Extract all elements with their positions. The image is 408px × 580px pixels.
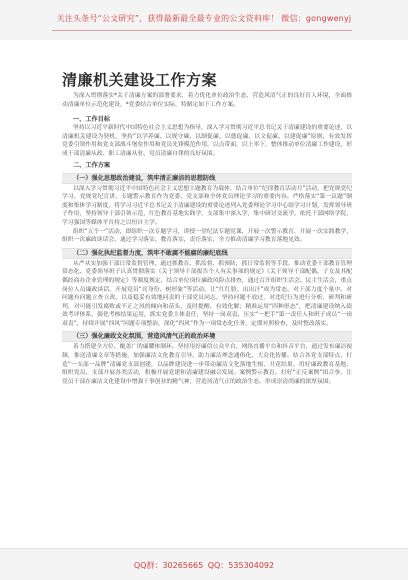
banner-divider [52, 30, 352, 31]
subsection-3-paragraph-1: 着力搭建全方位、覆盖广的廉耀体制环，坚持用好廉信公众平台，网络直播平台和抖音平台，通过发布廉洁视频，推送清廉文章等措施，加强廉洁文化教育引导，助力廉洁理念通俗化、大众化传播。结合各党支部特点，打造“一支部一品牌”清廉党支部创建，以品牌建设进一步带动廉洁文化落地生根，开花结果，用好廉政教育基地，组织党员、支部开展各类活动，积极开展党建和清廉建设融合发展。案例警示教育，打好“正反案例”组合拳，让党员干部在廉洁文化建设中增强干事创业的精气神，营造风清气正的政治生态，形成崇清尚廉的浓厚氛围。 [62, 344, 352, 385]
banner-text: 关注头条号“公文研究”，获得最新最全最专业的公文资料库！ 微信：gongwenyj [56, 14, 352, 23]
section-heading-goals: 一、工作目标 [73, 116, 111, 124]
goals-paragraph: 坚持以习近平新时代中国特色社会主义思想为指导，深入学习贯彻习近平总书记关于清廉建设的重要论述，以清廉机关建设为契机，坚持“以学养廉、以规守廉、以制促廉、以德促廉、以文促廉、以建促廉”原则，有效发挥党委引领作用和党支部战斗堡垒作用和党员先锋模范作用，以点带面，以上率下，整体推动单位清廉工作建设，形成干部清廉从政、职工清廉从业、党员清廉自律的良好氛围。 [62, 125, 352, 157]
subsection-1-paragraph-1: 以深入学习贯彻习近平中国特色社会主义思想主题教育为载体，结合单位“纪律教育活动月”活动，把党规党纪学习，党规党纪宣讲，专题警示教育作为党委、党支部和全体党员理论学习的重要内容。严格落实“第一议题”制度和集体学习制度，将学习习近平总书记关于清廉建设的重要论述列入党委理论学习中心组学习计划，发挥领导班子作用，坚持领导干部引领示范，红色教育基地实践学，支部集中深入学，集中研讨交流学，依托干部网络学院，学习强国等媒体平台持之以恒自主学。 [62, 185, 352, 226]
subsection-1-paragraph-2: 组织“五个一”活动，即组织一次专题学习，讲授一堂纪法专题党课，开展一次警示教育，开展一次实践教学，组织一次廉政谈话会，通过学习落实、教育落实，责任落实，全力推动清廉学习教育落地见效。 [62, 228, 352, 244]
subsection-2-paragraph-1: 从严从实加强干部日常监督管理，通过抓教育、抓监督、抓预防，抓日常监督等手段，推动党委干部教育管理常态化、党委领导班子认真贯彻落实《关于领导干部报告个人有关事项的规定》《关于领导干部配偶、子女及其配偶经商办企业管理的规定》等制度规定，结合单位岗位廉政风险点排查，通过召开组织生活会、民主生活会，重点岗位人员廉政谈话，开展党员“亮身份、树形象”等活动，让“红红脸、出出汗”成为常态，对干部力度个量中、对问题有问题立查立改，以及稳妥有效地问责的干部党员同志，坚持问题不放过，对违纪行为进行分析，研判和研判，对可能引发腐败或不正之风的倾向和苗头，及时提醒，有效化解；精准运用“四种形态”，把清廉建设纳入绩效考评体系，强化考核结果运用，抓实党委主体责任，坚持一岗双责，压实“一把手”第一责任人和班子成员“一岗双责”，持续开展“四风”问题专项整治，深化“四风”作为一项常态化任务，定期对照检查，及时整改落实。 [62, 260, 352, 327]
document-title: 清廉机关建设工作方案 [62, 71, 218, 89]
section-heading-plan: 二、工作方案 [73, 161, 111, 169]
footer-contact-text: QQ群：30265665 QQ：535304092 [133, 561, 275, 570]
bottom-footer [0, 548, 408, 580]
document-body [62, 92, 352, 386]
subsection-heading-1: （一）强化思想政治建设，筑牢清正廉洁的思想防线 [62, 173, 352, 184]
subsection-heading-2: （二）强化执纪监督力度，筑牢不敢腐不能腐的廉纪底线 [62, 248, 352, 259]
top-banner [0, 0, 408, 40]
intro-paragraph: 为深入贯彻落实*关于清廉方案的部署要求，着力优化单位政治生态，营造风清气正的良好育人环境，全面推动清廉单位示范化建设，*党委结合单位实际，特制定如下工作方案。 [62, 93, 352, 108]
subsection-heading-3: （三）强化廉政文化氛围，营造风清气正的政治环境 [62, 331, 352, 342]
